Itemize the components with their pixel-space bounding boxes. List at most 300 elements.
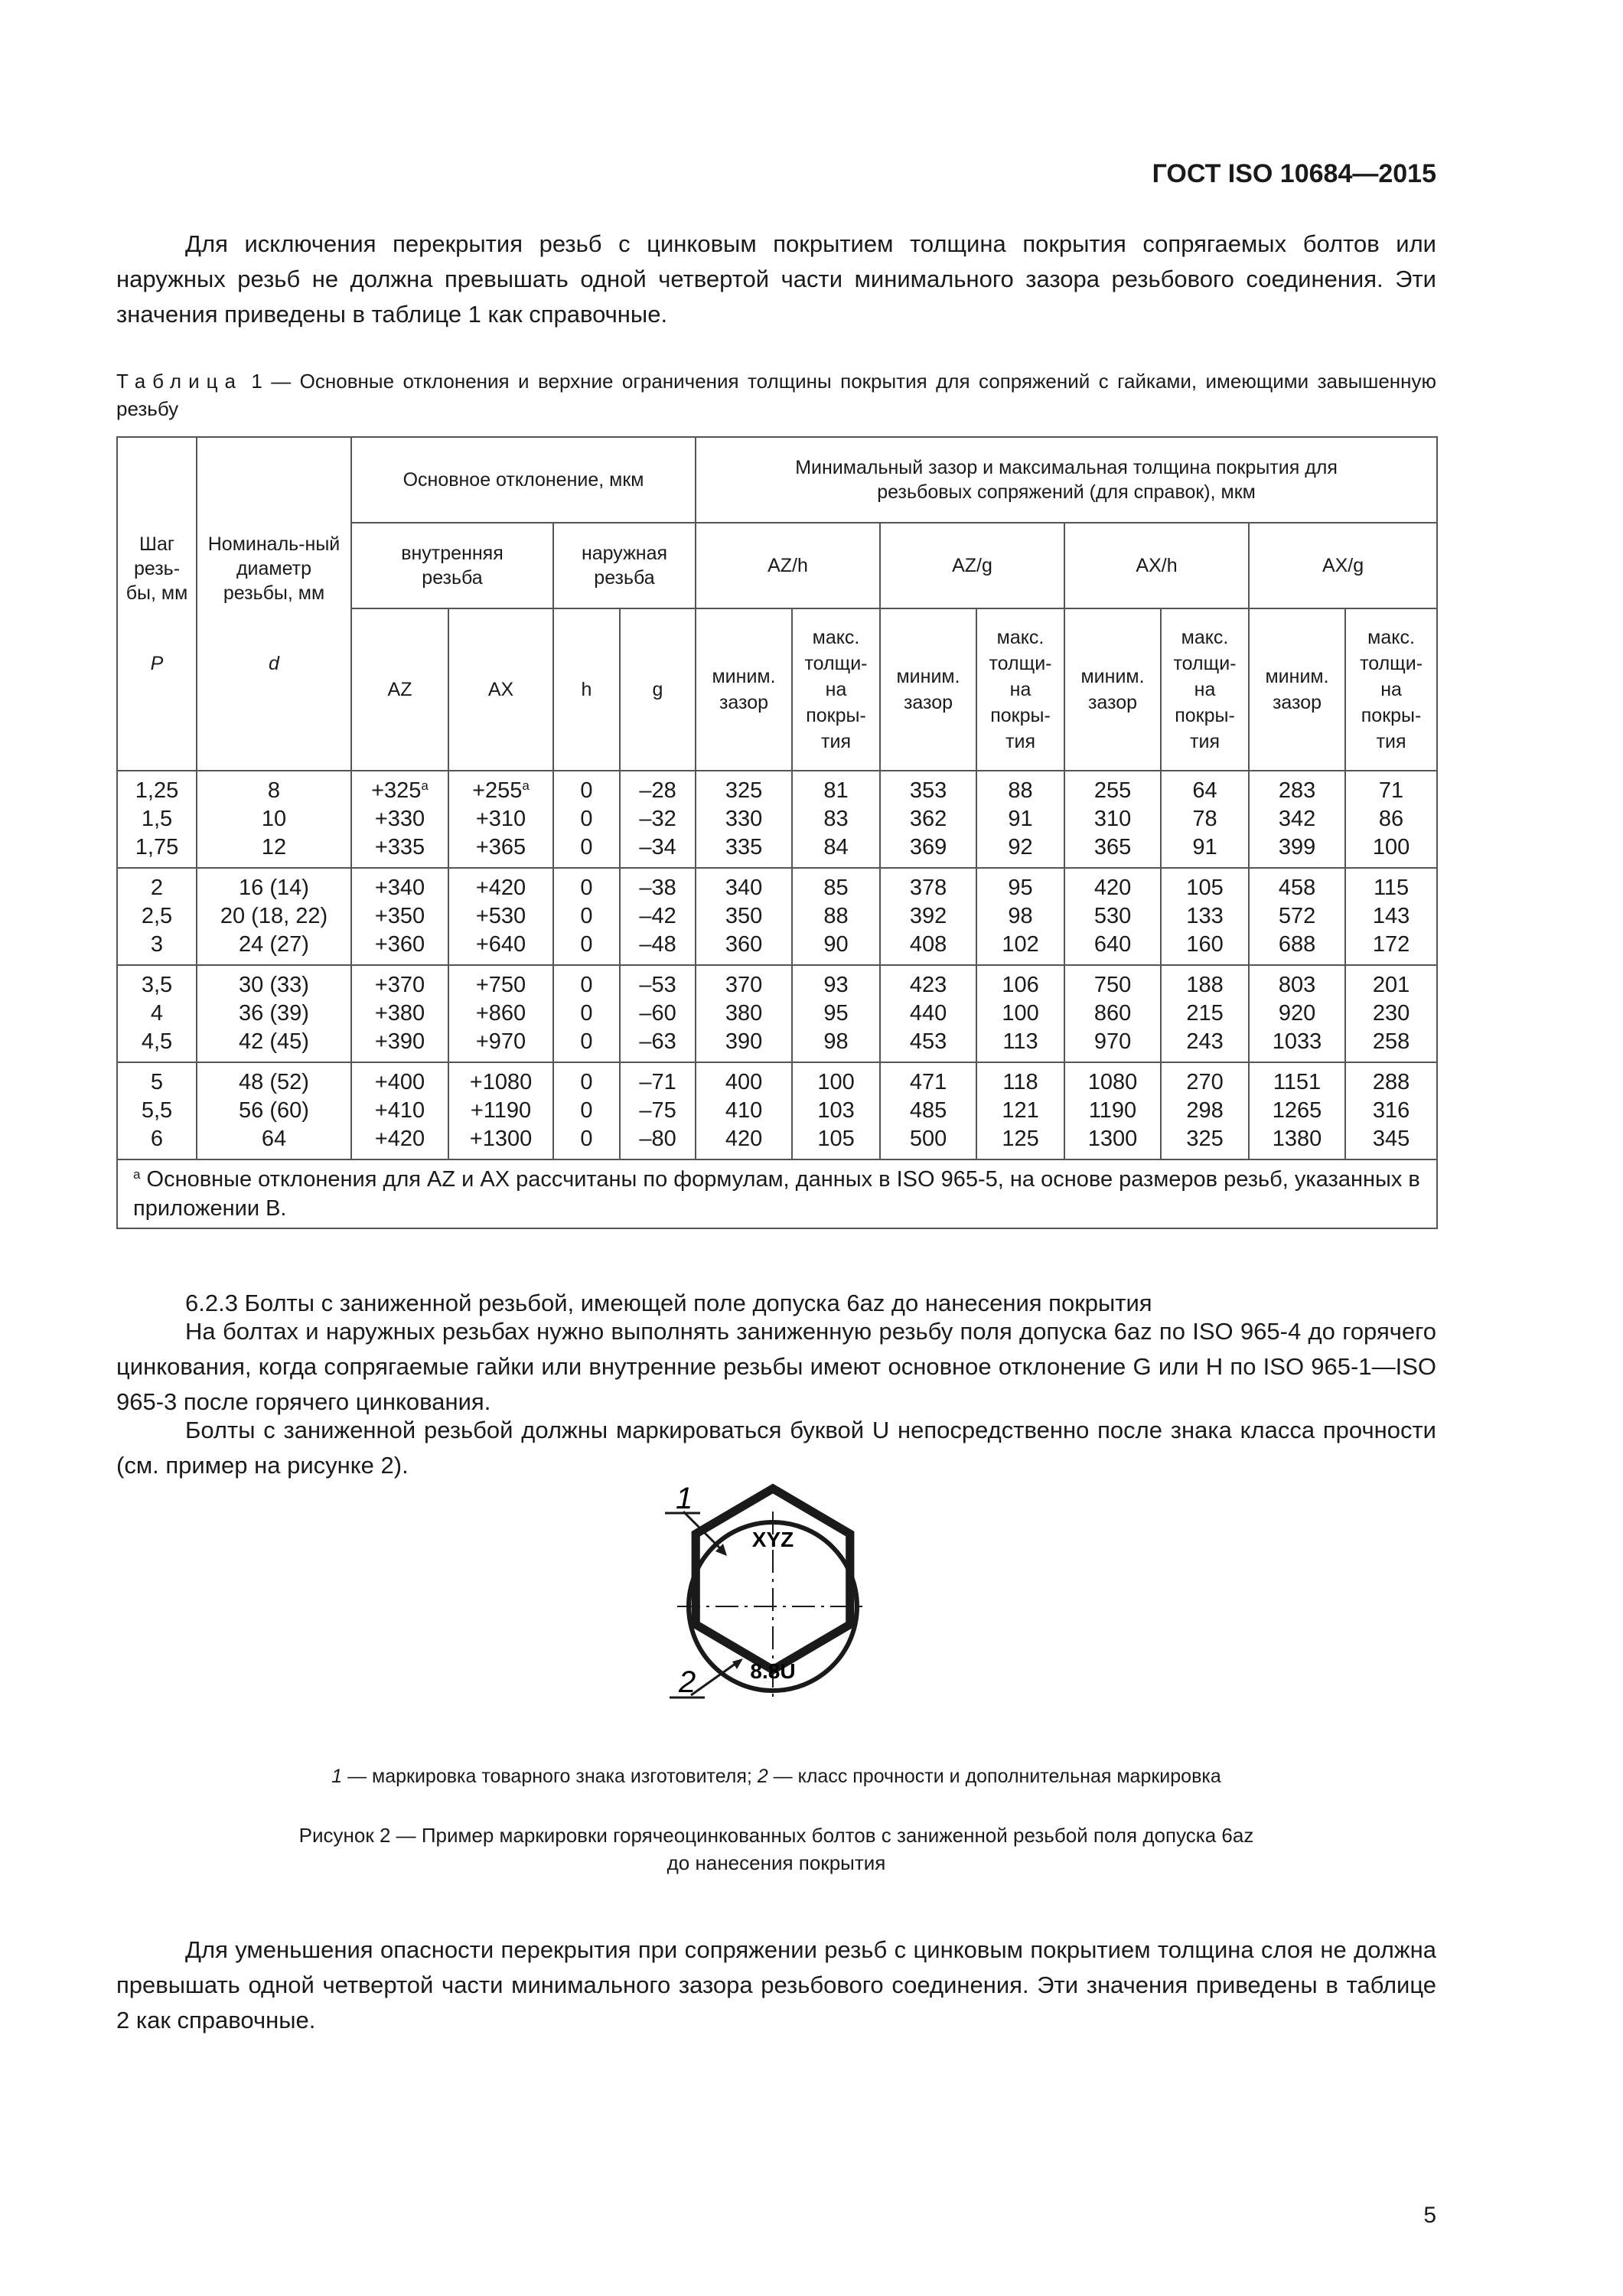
mark-xyz: XYZ xyxy=(751,1528,794,1551)
cell-line: 100 xyxy=(1372,835,1410,859)
cell-line: 2 xyxy=(150,876,164,900)
cell-line: –75 xyxy=(639,1098,676,1123)
table1-caption xyxy=(116,367,1436,422)
cell-line: –80 xyxy=(639,1127,676,1151)
cell-line: 310 xyxy=(1093,807,1132,831)
table-1-footnote xyxy=(117,1159,1437,1228)
cell-line: +410 xyxy=(374,1098,425,1123)
cell-line: 78 xyxy=(1192,807,1217,831)
cell-line: 103 xyxy=(817,1098,855,1123)
header-max-thickness xyxy=(792,608,880,771)
cell-line: 258 xyxy=(1372,1029,1410,1054)
cell-line: 369 xyxy=(909,835,947,859)
header-pitch-symbol: P xyxy=(150,653,164,674)
cell-line: 0 xyxy=(580,1098,593,1123)
bolt-marking-figure xyxy=(654,1481,891,1711)
cell-axg-max xyxy=(1345,965,1437,1062)
footnote-ref: a xyxy=(421,778,429,793)
figure-legend xyxy=(116,1766,1436,1788)
arrow-2 xyxy=(732,1658,743,1669)
cell-line: 201 xyxy=(1372,973,1410,997)
cell-line: 283 xyxy=(1278,778,1316,803)
header-max-label: макс. толщи-на покры-тия xyxy=(989,627,1052,752)
cell-line: 230 xyxy=(1372,1001,1410,1026)
cell-line: 20 (18, 22) xyxy=(220,904,328,928)
legend-n1: 1 xyxy=(331,1766,343,1787)
cell-line: 362 xyxy=(909,807,947,831)
cell-line: 0 xyxy=(580,973,593,997)
cell-line: 390 xyxy=(725,1029,763,1054)
cell-line: 92 xyxy=(1008,835,1033,859)
cell-line: 95 xyxy=(1008,876,1033,900)
cell-line: +1080 xyxy=(469,1070,533,1094)
header-pitch xyxy=(117,437,197,771)
header-pitch-label: Шаг резь-бы, мм xyxy=(125,533,188,604)
cell-diameter xyxy=(197,771,351,868)
cell-azg-min xyxy=(880,965,976,1062)
table-row-group xyxy=(117,965,1437,1062)
cell-axh-min xyxy=(1064,868,1161,965)
cell-line: $+255^a$ xyxy=(472,778,530,803)
header-diameter-symbol: d xyxy=(269,653,279,674)
cell-line: 143 xyxy=(1372,904,1410,928)
cell-line: 113 xyxy=(1002,1029,1038,1054)
header-max-thickness xyxy=(1345,608,1437,771)
table-row-group xyxy=(117,771,1437,868)
cell-line: 325 xyxy=(725,778,763,803)
cell-line: 420 xyxy=(725,1127,763,1151)
cell-line: 12 xyxy=(261,835,287,859)
cell-azg-max xyxy=(976,868,1064,965)
header-min-clearance xyxy=(880,608,976,771)
header-max-label: макс. толщи-на покры-тия xyxy=(804,627,868,752)
cell-line: 121 xyxy=(1002,1098,1039,1123)
table-1-body xyxy=(117,771,1437,1159)
cell-line: 860 xyxy=(1093,1001,1132,1026)
cell-line: 3 xyxy=(150,932,164,957)
cell-line: –34 xyxy=(639,835,676,859)
cell-ax-deviation xyxy=(448,868,553,965)
header-max-label: макс. толщи-на покры-тия xyxy=(1173,627,1237,752)
cell-line: –60 xyxy=(639,1001,676,1026)
cell-line: 380 xyxy=(725,1001,763,1026)
cell-line: 86 xyxy=(1378,807,1404,831)
cell-line: 6 xyxy=(150,1127,164,1151)
cell-azh-min xyxy=(696,1062,792,1159)
callout-1: 1 xyxy=(676,1482,693,1515)
header-internal-thread xyxy=(351,523,553,608)
cell-axh-max xyxy=(1161,771,1249,868)
cell-axh-max xyxy=(1161,965,1249,1062)
cell-azg-max xyxy=(976,965,1064,1062)
cell-line: 353 xyxy=(909,778,947,803)
cell-line: +750 xyxy=(475,973,526,997)
cell-line: 750 xyxy=(1093,973,1132,997)
cell-line: +1300 xyxy=(469,1127,533,1151)
cell-line: 0 xyxy=(580,876,593,900)
cell-line: 400 xyxy=(725,1070,763,1094)
header-min-label: миним. зазор xyxy=(712,666,776,713)
cell-axg-max xyxy=(1345,1062,1437,1159)
header-min-label: миним. зазор xyxy=(1080,666,1145,713)
header-fit-axh: AX/h xyxy=(1064,523,1249,608)
cell-line: +340 xyxy=(374,876,425,900)
cell-line: 48 (52) xyxy=(239,1070,309,1094)
cell-line: 106 xyxy=(1002,973,1039,997)
cell-line: 392 xyxy=(909,904,947,928)
cell-line: 56 (60) xyxy=(239,1098,309,1123)
cell-axg-min xyxy=(1249,868,1345,965)
header-min-clearance xyxy=(1064,608,1161,771)
cell-line: –38 xyxy=(639,876,676,900)
cell-line: 88 xyxy=(1008,778,1033,803)
cell-axg-min xyxy=(1249,965,1345,1062)
cell-line: 0 xyxy=(580,1029,593,1054)
cell-diameter xyxy=(197,965,351,1062)
section-heading-text: 6.2.3 Болты с заниженной резьбой, имеющей поле допуска 6az до нанесения покрытия xyxy=(185,1290,1152,1316)
cell-azg-min xyxy=(880,1062,976,1159)
cell-axg-min xyxy=(1249,1062,1345,1159)
cell-line: 81 xyxy=(823,778,849,803)
cell-line: –28 xyxy=(639,778,676,803)
cell-line: +420 xyxy=(374,1127,425,1151)
header-clearance-label: Минимальный зазор и максимальная толщина покрытия для резьбовых сопряжений (для справок), мкм xyxy=(795,457,1338,503)
cell-line: 83 xyxy=(823,807,849,831)
cell-line: +860 xyxy=(475,1001,526,1026)
header-az: AZ xyxy=(351,608,448,771)
header-fit-axg: AX/g xyxy=(1249,523,1437,608)
cell-line: +365 xyxy=(475,835,526,859)
header-min-clearance xyxy=(1249,608,1345,771)
cell-line: 920 xyxy=(1278,1001,1316,1026)
cell-line: 91 xyxy=(1192,835,1217,859)
cell-line: 115 xyxy=(1373,876,1410,900)
cell-line: 453 xyxy=(909,1029,947,1054)
cell-line: +310 xyxy=(475,807,526,831)
callout-2: 2 xyxy=(679,1665,696,1699)
cell-line: 471 xyxy=(909,1070,947,1094)
cell-line: 125 xyxy=(1002,1127,1039,1151)
cell-line: –71 xyxy=(639,1070,676,1094)
cell-line: 71 xyxy=(1378,778,1404,803)
cell-azg-max xyxy=(976,771,1064,868)
header-internal-label: внутренняя резьба xyxy=(401,543,504,589)
footnote-mark: a xyxy=(133,1167,141,1182)
cell-line: +370 xyxy=(374,973,425,997)
table-row-group xyxy=(117,1062,1437,1159)
cell-az-deviation xyxy=(351,771,448,868)
cell-line: 410 xyxy=(725,1098,763,1123)
cell-azg-min xyxy=(880,771,976,868)
section-paragraph-1 xyxy=(116,1314,1436,1420)
cell-az-deviation xyxy=(351,868,448,965)
cell-line: 288 xyxy=(1372,1070,1410,1094)
footnote-text: Основные отклонения для AZ и AX рассчитаны по формулам, данных в ISO 965-5, на основе размеров резьб, указанных в приложении B. xyxy=(133,1167,1420,1221)
cell-line: 360 xyxy=(725,932,763,957)
table-1 xyxy=(116,436,1438,1229)
cell-line: 91 xyxy=(1008,807,1033,831)
cell-line: 24 (27) xyxy=(239,932,309,957)
cell-line: 1380 xyxy=(1272,1127,1322,1151)
cell-line: 88 xyxy=(823,904,849,928)
cell-line: +360 xyxy=(374,932,425,957)
cell-line: 215 xyxy=(1186,1001,1224,1026)
cell-axg-max xyxy=(1345,868,1437,965)
cell-line: 10 xyxy=(261,807,287,831)
cell-line: +970 xyxy=(475,1029,526,1054)
cell-line: 1,5 xyxy=(141,807,173,831)
cell-line: 4 xyxy=(150,1001,164,1026)
cell-az-deviation xyxy=(351,1062,448,1159)
cell-line: 500 xyxy=(909,1127,947,1151)
header-clearance xyxy=(696,437,1437,523)
cell-line: +330 xyxy=(374,807,425,831)
cell-line: 970 xyxy=(1093,1029,1132,1054)
cell-line: 423 xyxy=(909,973,947,997)
header-fit-azh: AZ/h xyxy=(696,523,880,608)
mark-strength-class: 8.8U xyxy=(750,1659,796,1683)
cell-line: –48 xyxy=(639,932,676,957)
cell-line: 340 xyxy=(725,876,763,900)
header-external-thread xyxy=(553,523,696,608)
cell-ax-deviation xyxy=(448,965,553,1062)
cell-line: 172 xyxy=(1372,932,1410,957)
cell-line: 1300 xyxy=(1087,1127,1138,1151)
cell-g-deviation xyxy=(620,1062,696,1159)
cell-axg-max xyxy=(1345,771,1437,868)
cell-line: +1190 xyxy=(470,1098,532,1123)
cell-line: 30 (33) xyxy=(239,973,309,997)
header-fit-azg: AZ/g xyxy=(880,523,1064,608)
table1-caption-text: 1 — Основные отклонения и верхние ограничения толщины покрытия для сопряжений с гайками, имеющими завышенную резьбу xyxy=(116,370,1436,420)
cell-pitch xyxy=(117,771,197,868)
legend-t1: — маркировка товарного знака изготовителя; xyxy=(342,1766,758,1787)
header-basic-deviation: Основное отклонение, мкм xyxy=(351,437,696,523)
cell-az-deviation xyxy=(351,965,448,1062)
cell-line: 458 xyxy=(1278,876,1316,900)
cell-line: 688 xyxy=(1278,932,1316,957)
cell-line: +390 xyxy=(374,1029,425,1054)
figure-caption-line-1: Рисунок 2 — Пример маркировки горячеоцинкованных болтов с заниженной резьбой поля допуска 6az xyxy=(298,1824,1254,1847)
standard-code: ГОСТ ISO 10684—2015 xyxy=(1152,159,1436,188)
header-min-label: миним. зазор xyxy=(896,666,960,713)
cell-line: 0 xyxy=(580,807,593,831)
cell-h-deviation xyxy=(553,771,620,868)
header-h: h xyxy=(553,608,620,771)
cell-line: –53 xyxy=(639,973,676,997)
cell-line: 1151 xyxy=(1273,1070,1322,1094)
header-ax: AX xyxy=(448,608,553,771)
section-p2-text: Болты с заниженной резьбой должны маркироваться буквой U непосредственно после знака класса прочности (см. пример на рисунке 2). xyxy=(116,1417,1436,1479)
header-max-thickness xyxy=(976,608,1064,771)
cell-g-deviation xyxy=(620,965,696,1062)
cell-line: 16 (14) xyxy=(239,876,309,900)
intro-paragraph xyxy=(116,227,1436,332)
cell-line: 188 xyxy=(1186,973,1224,997)
page-number: 5 xyxy=(1423,2203,1436,2228)
cell-line: 399 xyxy=(1278,835,1316,859)
cell-line: 370 xyxy=(725,973,763,997)
cell-line: +380 xyxy=(374,1001,425,1026)
cell-line: 270 xyxy=(1186,1070,1224,1094)
cell-line: 0 xyxy=(580,1070,593,1094)
cell-line: 95 xyxy=(823,1001,849,1026)
closing-text: Для уменьшения опасности перекрытия при сопряжении резьб с цинковым покрытием толщина слоя не должна превышать одной четвертой части минимального зазора резьбового соединения. Эти значения приведены в таблице 2 как справочные. xyxy=(116,1936,1436,2033)
cell-line: 102 xyxy=(1002,932,1039,957)
cell-azh-min xyxy=(696,771,792,868)
cell-pitch xyxy=(117,1062,197,1159)
cell-line: 160 xyxy=(1186,932,1224,957)
figure-caption xyxy=(116,1821,1436,1877)
table1-caption-word: Таблица xyxy=(116,370,243,393)
cell-line: +420 xyxy=(475,876,526,900)
cell-line: 0 xyxy=(580,1001,593,1026)
cell-line: 345 xyxy=(1372,1127,1410,1151)
cell-line: 1,25 xyxy=(135,778,179,803)
figure-caption-line-2: до нанесения покрытия xyxy=(666,1851,886,1874)
cell-line: 0 xyxy=(580,932,593,957)
cell-axh-min xyxy=(1064,965,1161,1062)
section-p1-text: На болтах и наружных резьбах нужно выполнять заниженную резьбу поля допуска 6az по ISO 965-4 до горячего цинкования, когда сопрягаемые гайки или внутренние резьбы имеют основное отклонение G или H по ISO 965-1—ISO 965-3 после горячего цинкования. xyxy=(116,1318,1436,1415)
cell-line: 118 xyxy=(1002,1070,1038,1094)
cell-line: 325 xyxy=(1186,1127,1224,1151)
cell-azh-max xyxy=(792,1062,880,1159)
cell-line: +640 xyxy=(475,932,526,957)
header-min-label: миним. зазор xyxy=(1265,666,1329,713)
cell-line: +350 xyxy=(374,904,425,928)
cell-line: 1033 xyxy=(1272,1029,1322,1054)
cell-h-deviation xyxy=(553,868,620,965)
cell-line: +335 xyxy=(374,835,425,859)
cell-azh-max xyxy=(792,965,880,1062)
header-diameter xyxy=(197,437,351,771)
cell-line: 1080 xyxy=(1087,1070,1138,1094)
cell-line: 342 xyxy=(1278,807,1316,831)
intro-text: Для исключения перекрытия резьб с цинковым покрытием толщина покрытия сопрягаемых болтов или наружных резьб не должна превышать одной четвертой части минимального зазора резьбового соединения. Эти значения приведены в таблице 1 как справочные. xyxy=(116,230,1436,328)
cell-pitch xyxy=(117,868,197,965)
cell-line: 378 xyxy=(909,876,947,900)
cell-azh-min xyxy=(696,868,792,965)
cell-line: 85 xyxy=(823,876,849,900)
cell-line: 350 xyxy=(725,904,763,928)
cell-line: 93 xyxy=(823,973,849,997)
cell-line: 36 (39) xyxy=(239,1001,309,1026)
cell-line: 5 xyxy=(150,1070,164,1094)
cell-axh-min xyxy=(1064,1062,1161,1159)
cell-axh-min xyxy=(1064,771,1161,868)
cell-line: 530 xyxy=(1093,904,1132,928)
cell-axg-min xyxy=(1249,771,1345,868)
cell-line: 485 xyxy=(909,1098,947,1123)
cell-line: 408 xyxy=(909,932,947,957)
cell-diameter xyxy=(197,1062,351,1159)
cell-line: 100 xyxy=(817,1070,855,1094)
cell-line: 803 xyxy=(1278,973,1316,997)
cell-line: 572 xyxy=(1278,904,1316,928)
section-paragraph-2 xyxy=(116,1413,1436,1483)
cell-azh-max xyxy=(792,771,880,868)
cell-line: $+325^a$ xyxy=(371,778,429,803)
cell-ax-deviation xyxy=(448,771,553,868)
cell-line: 640 xyxy=(1093,932,1132,957)
cell-line: 105 xyxy=(817,1127,855,1151)
header-min-clearance xyxy=(696,608,792,771)
cell-axh-max xyxy=(1161,868,1249,965)
cell-pitch xyxy=(117,965,197,1062)
cell-line: 1190 xyxy=(1088,1098,1137,1123)
cell-line: 90 xyxy=(823,932,849,957)
cell-g-deviation xyxy=(620,771,696,868)
cell-line: –63 xyxy=(639,1029,676,1054)
cell-line: 255 xyxy=(1093,778,1132,803)
header-max-label: макс. толщи-на покры-тия xyxy=(1360,627,1423,752)
cell-line: 0 xyxy=(580,1127,593,1151)
cell-line: 1,75 xyxy=(135,835,179,859)
cell-line: 98 xyxy=(823,1029,849,1054)
cell-line: 0 xyxy=(580,778,593,803)
cell-line: 84 xyxy=(823,835,849,859)
cell-line: –42 xyxy=(639,904,676,928)
header-diameter-label: Номиналь-ный диаметр резьбы, мм xyxy=(207,533,341,604)
cell-line: 0 xyxy=(580,835,593,859)
cell-diameter xyxy=(197,868,351,965)
cell-line: 5,5 xyxy=(141,1098,173,1123)
cell-line: 243 xyxy=(1186,1029,1224,1054)
cell-line: 133 xyxy=(1186,904,1224,928)
cell-line: 4,5 xyxy=(141,1029,173,1054)
header-max-thickness xyxy=(1161,608,1249,771)
cell-line: 105 xyxy=(1186,876,1224,900)
cell-line: 3,5 xyxy=(141,973,173,997)
cell-line: 335 xyxy=(725,835,763,859)
cell-line: 8 xyxy=(267,778,281,803)
cell-line: 316 xyxy=(1372,1098,1410,1123)
cell-azg-min xyxy=(880,868,976,965)
cell-line: 64 xyxy=(1192,778,1217,803)
cell-g-deviation xyxy=(620,868,696,965)
cell-azh-max xyxy=(792,868,880,965)
table-row-group xyxy=(117,868,1437,965)
cell-line: 100 xyxy=(1002,1001,1039,1026)
cell-line: +400 xyxy=(374,1070,425,1094)
cell-line: 1265 xyxy=(1272,1098,1322,1123)
cell-line: 2,5 xyxy=(141,904,173,928)
cell-line: 42 (45) xyxy=(239,1029,309,1054)
cell-line: 98 xyxy=(1008,904,1033,928)
cell-line: 298 xyxy=(1186,1098,1224,1123)
cell-line: 440 xyxy=(909,1001,947,1026)
footnote-ref: a xyxy=(522,778,530,793)
cell-azg-max xyxy=(976,1062,1064,1159)
legend-n2: 2 xyxy=(757,1766,768,1787)
header-external-label: наружная резьба xyxy=(581,543,668,589)
legend-t2: — класс прочности и дополнительная маркировка xyxy=(768,1766,1221,1787)
cell-line: 420 xyxy=(1093,876,1132,900)
cell-line: 0 xyxy=(580,904,593,928)
cell-line: –32 xyxy=(639,807,676,831)
cell-ax-deviation xyxy=(448,1062,553,1159)
cell-azh-min xyxy=(696,965,792,1062)
cell-h-deviation xyxy=(553,1062,620,1159)
cell-axh-max xyxy=(1161,1062,1249,1159)
cell-line: 64 xyxy=(261,1127,287,1151)
header-g: g xyxy=(620,608,696,771)
cell-h-deviation xyxy=(553,965,620,1062)
cell-line: +530 xyxy=(475,904,526,928)
cell-line: 365 xyxy=(1093,835,1132,859)
closing-paragraph xyxy=(116,1932,1436,2038)
cell-line: 330 xyxy=(725,807,763,831)
